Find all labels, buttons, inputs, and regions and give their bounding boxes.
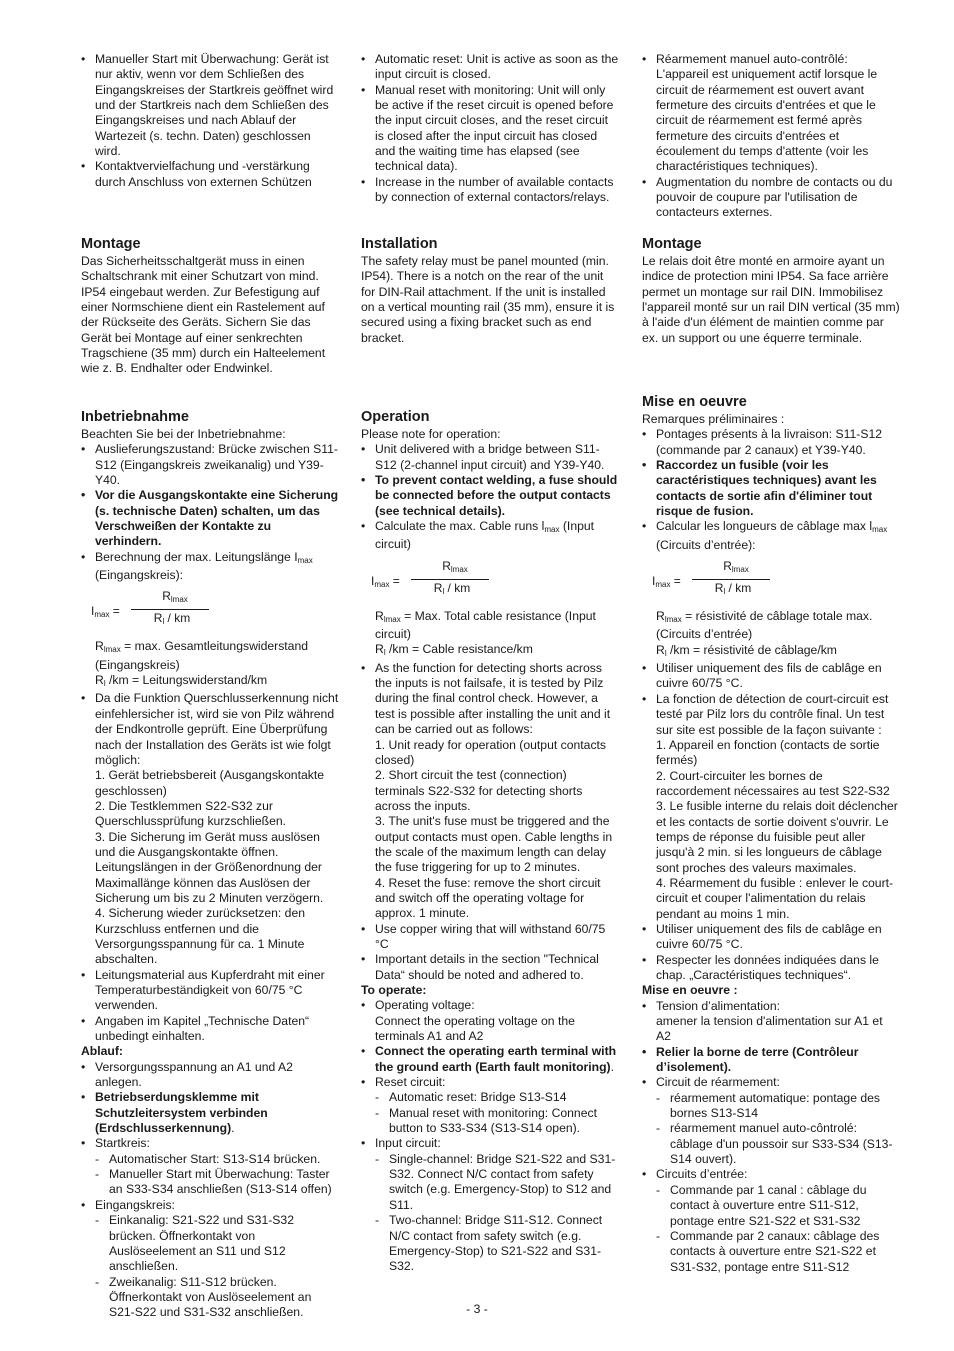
sub-list-item: - Two-channel: Bridge S11-S12. Connect N/C contact from safety switch (e.g. Emergency-Stop) to S21-S22 and S31-S32. [375, 1213, 619, 1274]
list-item-text: Tension d’alimentation: [656, 998, 780, 1013]
list-item: • Manueller Start mit Überwachung: Gerät ist nur aktiv, wenn vor dem Schließen des Eingangskreises der Startkreis geöffnet wird und der Startkreis nach dem Schließen des Eingangskreises und nach Ablauf der Wartezeit (s. techn. Daten) geschlossen wird. [81, 52, 339, 159]
formula-symbol: R [153, 611, 163, 626]
formula-symbol: R [442, 558, 451, 573]
sub-list-item: - Single-channel: Bridge S21-S22 and S31-S32. Connect N/C contact from safety switch (e.g. Emergency-Stop) to S12 and S11. [375, 1152, 619, 1213]
list-item [361, 998, 619, 1044]
list-item-text: Connect the operating earth terminal with the ground earth (Earth fault monitoring) [375, 1044, 617, 1074]
formula-symbol: I [371, 573, 375, 588]
sub-list-item: - Manual reset with monitoring: Connect button to S33-S34 (S13-S14 open). [375, 1106, 619, 1137]
list-item-text: Betriebserdungsklemme mit Schutzleitersystem verbinden (Erdschlusserkennung) [95, 1090, 268, 1136]
en-top-list [361, 52, 619, 205]
section-heading: Installation [361, 236, 438, 252]
list-item-text: . [610, 1059, 614, 1074]
formula-denominator [694, 581, 772, 599]
step: 2. Short circuit the test (connection) terminals S22-S32 for detecting shorts across the inputs. [375, 768, 583, 813]
step: 1. Unit ready for operation (output contacts closed) [375, 737, 607, 767]
legend-line: Rlmax = max. Gesamtleitungswiderstand (Eingangskreis) [95, 639, 309, 672]
legend-text: /km = Cable resistance/km [385, 642, 533, 657]
sub-list-item: - réarmement automatique: pontage des bornes S13-S14 [656, 1091, 900, 1122]
list-item-text: Da die Funktion Querschlusserkennung nicht einfehlersicher ist, wird sie von Pilz während der Endkontrolle geprüft. Eine Überprüfung nach der Installation des Geräts ist wie folgt möglich: [95, 691, 339, 767]
formula-symbol: I [652, 574, 656, 589]
list-item [642, 1075, 900, 1167]
step: 3. Le fusible interne du relais doit déclencher et les contacts de sortie doivent s'ouvrir. Le temps de réponse du fuisible peut aller jusqu'à 2 min. si les longueurs de câblage sont proches des valeurs maximales. [656, 799, 898, 875]
legend-line: Rl /km = Cable resistance/km [375, 642, 533, 658]
list-item-text: Operating voltage: [375, 998, 475, 1013]
list-item: • Kontaktvervielfachung und -verstärkung durch Anschluss von externen Schützen [81, 159, 339, 190]
list-item-text: As the function for detecting shorts across the inputs is not failsafe, it is tested by Pilz during the final control check. However, a test is possible after installing the unit and it can be carried out as follows: [375, 660, 611, 737]
formula-symbol: I [91, 604, 95, 619]
legend-text: /km = Leitungswiderstand/km [105, 673, 268, 688]
paragraph: Beachten Sie bei der Inbetriebnahme: [81, 427, 286, 441]
list-item [642, 519, 900, 553]
sub-list-item: - Automatic reset: Bridge S13-S14 [375, 1090, 619, 1105]
formula-text: / km [444, 580, 471, 595]
list-item-text: La fonction de détection de court-circuit est testé par Pilz lors du contrôle final. Un test sur site est possible de la façon suivante : [656, 691, 889, 737]
list-item-text: Calcular les longueurs de câblage max l [656, 519, 873, 534]
list-item [642, 1167, 900, 1274]
list-item: • Utiliser uniquement des fils de cablâge en cuivre 60/75 °C. [642, 922, 900, 953]
list-item: • Utiliser uniquement des fils de cablâge en cuivre 60/75 °C. [642, 661, 900, 692]
de-montage-section [81, 236, 339, 377]
subscript: max [374, 579, 390, 589]
fr-mise-section [642, 394, 900, 1275]
step: 1. Gerät betriebsbereit (Ausgangskontakte geschlossen) [95, 768, 324, 798]
section-heading: Montage [81, 236, 141, 252]
subscript: max [297, 555, 313, 565]
en-operation-section [361, 409, 619, 1275]
subheading: Mise en oeuvre : [642, 983, 738, 998]
list-item-text: (Input circuit) [375, 519, 595, 552]
list-item [361, 661, 619, 922]
subscript: l [442, 586, 445, 596]
page-number: - 3 - [466, 1302, 488, 1316]
list-item-text: Circuit de réarmement: [656, 1075, 780, 1090]
list-item [81, 1090, 339, 1136]
list-item-text: Connect the operating voltage on the terminals A1 and A2 [375, 1013, 575, 1044]
list-item [642, 692, 900, 922]
list-item-text: . [231, 1121, 235, 1136]
list-item-text: (Circuits d’entrée): [656, 537, 756, 552]
sub-list-item: - Automatischer Start: S13-S14 brücken. [95, 1152, 339, 1167]
fraction-bar [131, 609, 209, 610]
sub-list-item: - Einkanalig: S21-S22 und S31-S32 brücken. Öffnerkontakt von Auslöseelement an S11 und S12 anschließen. [95, 1213, 339, 1274]
formula-denominator [133, 611, 211, 629]
formula-text: / km [725, 581, 752, 596]
list-item: • Unit delivered with a bridge between S11-S12 (2-channel input circuit) and Y39-Y40. [361, 442, 619, 473]
legend-line: Rlmax = résistivité de câblage totale max. (Circuits d’entrée) [656, 609, 873, 642]
list-item [361, 1075, 619, 1136]
subscript: l [162, 617, 165, 627]
formula-lhs: Imax = [652, 574, 681, 590]
legend-text: = Max. Total cable resistance (Input circuit) [375, 608, 596, 642]
subscript: max [544, 525, 560, 535]
formula-text: / km [164, 611, 191, 626]
paragraph: Remarques préliminaires : [642, 412, 785, 426]
list-item: • Auslieferungszustand: Brücke zwischen S11-S12 (Eingangskreis zweikanalig) und Y39-Y40. [81, 442, 339, 488]
formula [371, 557, 619, 605]
list-item-text: Input circuit: [375, 1136, 441, 1151]
list-item-text: Calculate the max. Cable runs l [375, 519, 545, 534]
subheading: To operate: [361, 983, 427, 997]
list-item-text: Eingangskreis: [95, 1197, 175, 1212]
list-item: • Réarmement manuel auto-contrôlé: L'appareil est uniquement actif lorsque le circuit de réarmement est ouvert avant fermeture des circuits d'entrées et que le circuit de réarmement est fermé après fermeture des circuits d'entrées et écoulement du temps d'attente (voir les charactéristiques techniques). [642, 52, 900, 175]
paragraph: The safety relay must be panel mounted (min. IP54). There is a notch on the rear of the unit for DIN-Rail attachment. If the unit is installed on a vertical mounting rail (35 mm), ensure it is secured using a fixing bracket such as end bracket. [361, 254, 615, 345]
formula-legend [81, 639, 339, 691]
formula-symbol: R [714, 581, 724, 596]
step: 3. Die Sicherung im Gerät muss auslösen und die Ausgangskontakte öffnen. Leitungslängen in der Größenordnung der Maximallänge können das Auslösen der Sicherung um bis zu 2 Minuten verzögern. [95, 829, 324, 905]
subscript: lmax [170, 595, 188, 605]
formula [91, 587, 339, 635]
list-item [81, 1136, 339, 1197]
list-item: • Augmentation du nombre de contacts ou du pouvoir de coupure par l'utilisation de contacteurs externes. [642, 175, 900, 221]
subscript: lmax [450, 564, 468, 574]
sub-list-item: - Zweikanalig: S11-S12 brücken. Öffnerkontakt von Auslöseelement an S21-S22 und S31-S32 anschließen. [95, 1275, 339, 1321]
fr-top-list [642, 52, 900, 221]
list-item: • Vor die Ausgangskontakte eine Sicherung (s. technische Daten) schalten, um das Verschweißen der Kontakte zu verhindern. [81, 488, 339, 549]
list-item: • Respecter les données indiquées dans le chap. „Caractéristiques techniques“. [642, 953, 900, 984]
list-item: • Leitungsmaterial aus Kupferdraht mit einer Temperaturbeständigkeit von 60/75 °C verwenden. [81, 968, 339, 1014]
list-item: • To prevent contact welding, a fuse should be connected before the output contacts (see technical details). [361, 473, 619, 519]
sub-list-item: - réarmement manuel auto-côntrolé: câblage d'un poussoir sur S33-S34 (S13-S14 ouvert). [656, 1121, 900, 1167]
subheading: Ablauf: [81, 1044, 123, 1059]
formula-lhs: Imax = [91, 604, 120, 620]
list-item [642, 999, 900, 1045]
section-heading: Inbetriebnahme [81, 409, 189, 425]
list-item: • Important details in the section "Technical Data“ should be noted and adhered to. [361, 952, 619, 983]
list-item: • Use copper wiring that will withstand 60/75 °C [361, 922, 619, 953]
list-item: • Angaben im Kapitel „Technische Daten“ unbedingt einhalten. [81, 1014, 339, 1045]
formula-numerator [704, 559, 768, 577]
subscript: l [723, 587, 726, 597]
legend-text: /km = résistivité de câblage/km [666, 642, 837, 657]
step: 3. The unit's fuse must be triggered and the output contacts must open. Cable lengths in the scale of the maximum length can delay the fuse triggering for up to 2 minutes. [375, 814, 613, 875]
section-heading: Mise en oeuvre [642, 394, 747, 410]
list-item [81, 550, 339, 584]
subscript: max [94, 610, 110, 620]
legend-line: Rlmax = Max. Total cable resistance (Input circuit) [375, 608, 596, 642]
fraction-bar [692, 579, 770, 580]
subscript: max [655, 580, 671, 590]
list-item [361, 519, 619, 553]
subscript: lmax [731, 565, 749, 575]
list-item [361, 1136, 619, 1274]
de-top-list [81, 52, 339, 190]
formula-symbol: R [433, 580, 443, 595]
step: 4. Réarmement du fusible : enlever le court-circuit et couper l'alimentation du relais pendant au moins 1 min. [656, 875, 894, 921]
paragraph: Please note for operation: [361, 427, 501, 441]
legend-text: = max. Gesamtleitungswiderstand (Eingangskreis) [95, 639, 309, 672]
subscript: max [872, 525, 888, 535]
legend-text: = résistivité de câblage totale max. (Circuits d’entrée) [656, 609, 873, 642]
list-item: • Increase in the number of available contacts by connection of external contactors/relays. [361, 175, 619, 206]
formula-symbol: R [723, 559, 732, 574]
step: 2. Die Testklemmen S22-S32 zur Querschlussprüfung kurzschließen. [95, 798, 287, 829]
step: 4. Reset the fuse: remove the short circuit and switch off the operating voltage for approx. 1 minute. [375, 875, 601, 921]
list-item-text: amener la tension d'alimentation sur A1 et A2 [656, 1014, 883, 1044]
de-inbetriebnahme-section [81, 409, 339, 1321]
fraction-bar [411, 579, 489, 580]
sub-list-item: - Commande par 1 canal : câblage du contact à ouverture entre S11-S12, pontage entre S21-S22 et S31-S32 [656, 1183, 900, 1229]
formula-legend [361, 609, 619, 661]
fr-montage-section [642, 236, 900, 346]
formula-lhs: Imax = [371, 573, 400, 589]
list-item-text: Reset circuit: [375, 1075, 446, 1090]
section-heading: Operation [361, 409, 430, 425]
legend-line: Rl /km = Leitungswiderstand/km [95, 673, 268, 689]
sub-list-item: - Manueller Start mit Überwachung: Taster an S33-S34 anschließen (S13-S14 offen) [95, 1167, 339, 1198]
formula-legend [642, 609, 900, 661]
formula-denominator [413, 581, 491, 599]
step: 2. Court-circuiter les bornes de raccordement nécessaires au test S22-S32 [656, 768, 890, 798]
formula-numerator [143, 589, 207, 607]
section-heading: Montage [642, 236, 702, 252]
sub-list-item: - Commande par 2 canaux: câblage des contacts à ouverture entre S21-S22 et S31-S32, pontage entre S11-S12 [656, 1229, 900, 1275]
list-item-text: Berechnung der max. Leitungslänge I [95, 549, 298, 564]
formula [652, 557, 900, 605]
list-item [361, 1044, 619, 1075]
step: 4. Sicherung wieder zurücksetzen: den Kurzschluss entfernen und die Versorgungsspannung für ca. 1 Minute abschalten. [95, 906, 306, 967]
list-item: • Pontages présents à la livraison: S11-S12 (commande par 2 canaux) et Y39-Y40. [642, 427, 900, 458]
list-item: • Manual reset with monitoring: Unit will only be active if the reset circuit is opened before the input circuit closes, and the reset circuit is closed after the input circuit has closed and the waiting time has elapsed (see technical data). [361, 83, 619, 175]
step: 1. Appareil en fonction (contacts de sortie fermés) [656, 737, 880, 768]
formula-symbol: R [162, 589, 171, 604]
list-item: • Raccordez un fusible (voir les caractéristiques techniques) avant les contacts de sortie afin d'éliminer tout risque de fusion. [642, 458, 900, 519]
list-item: • Relier la borne de terre (Contrôleur d’isolement). [642, 1045, 900, 1076]
list-item: • Versorgungsspannung an A1 und A2 anlegen. [81, 1060, 339, 1091]
list-item [81, 691, 339, 967]
formula-numerator [423, 559, 487, 577]
en-installation-section [361, 236, 619, 346]
list-item: • Automatic reset: Unit is active as soon as the input circuit is closed. [361, 52, 619, 83]
legend-line: Rl /km = résistivité de câblage/km [656, 642, 837, 658]
list-item-text: (Eingangskreis): [95, 568, 184, 583]
paragraph: Le relais doit être monté en armoire ayant un indice de protection mini IP54. Sa face arrière permet un montage sur rail DIN. Immobilisez l'appareil monté sur un rail DIN vertical (35 mm) à l'aide d'un élément de maintien comme par ex. un support ou une équerre terminale. [642, 254, 900, 345]
paragraph: Das Sicherheitsschaltgerät muss in einen Schaltschrank mit einer Schutzart von mind. IP54 eingebaut werden. Zur Befestigung auf einer Normschiene dient ein Rastelement auf der Rückseite des Geräts. Sichern Sie das Gerät bei Montage auf einer senkrechten Tragschiene (35 mm) durch ein Halteelement wie z. B. Endhalter oder Endwinkel. [81, 254, 326, 376]
list-item-text: Circuits d’entrée: [656, 1167, 748, 1182]
list-item-text: Startkreis: [95, 1136, 150, 1151]
